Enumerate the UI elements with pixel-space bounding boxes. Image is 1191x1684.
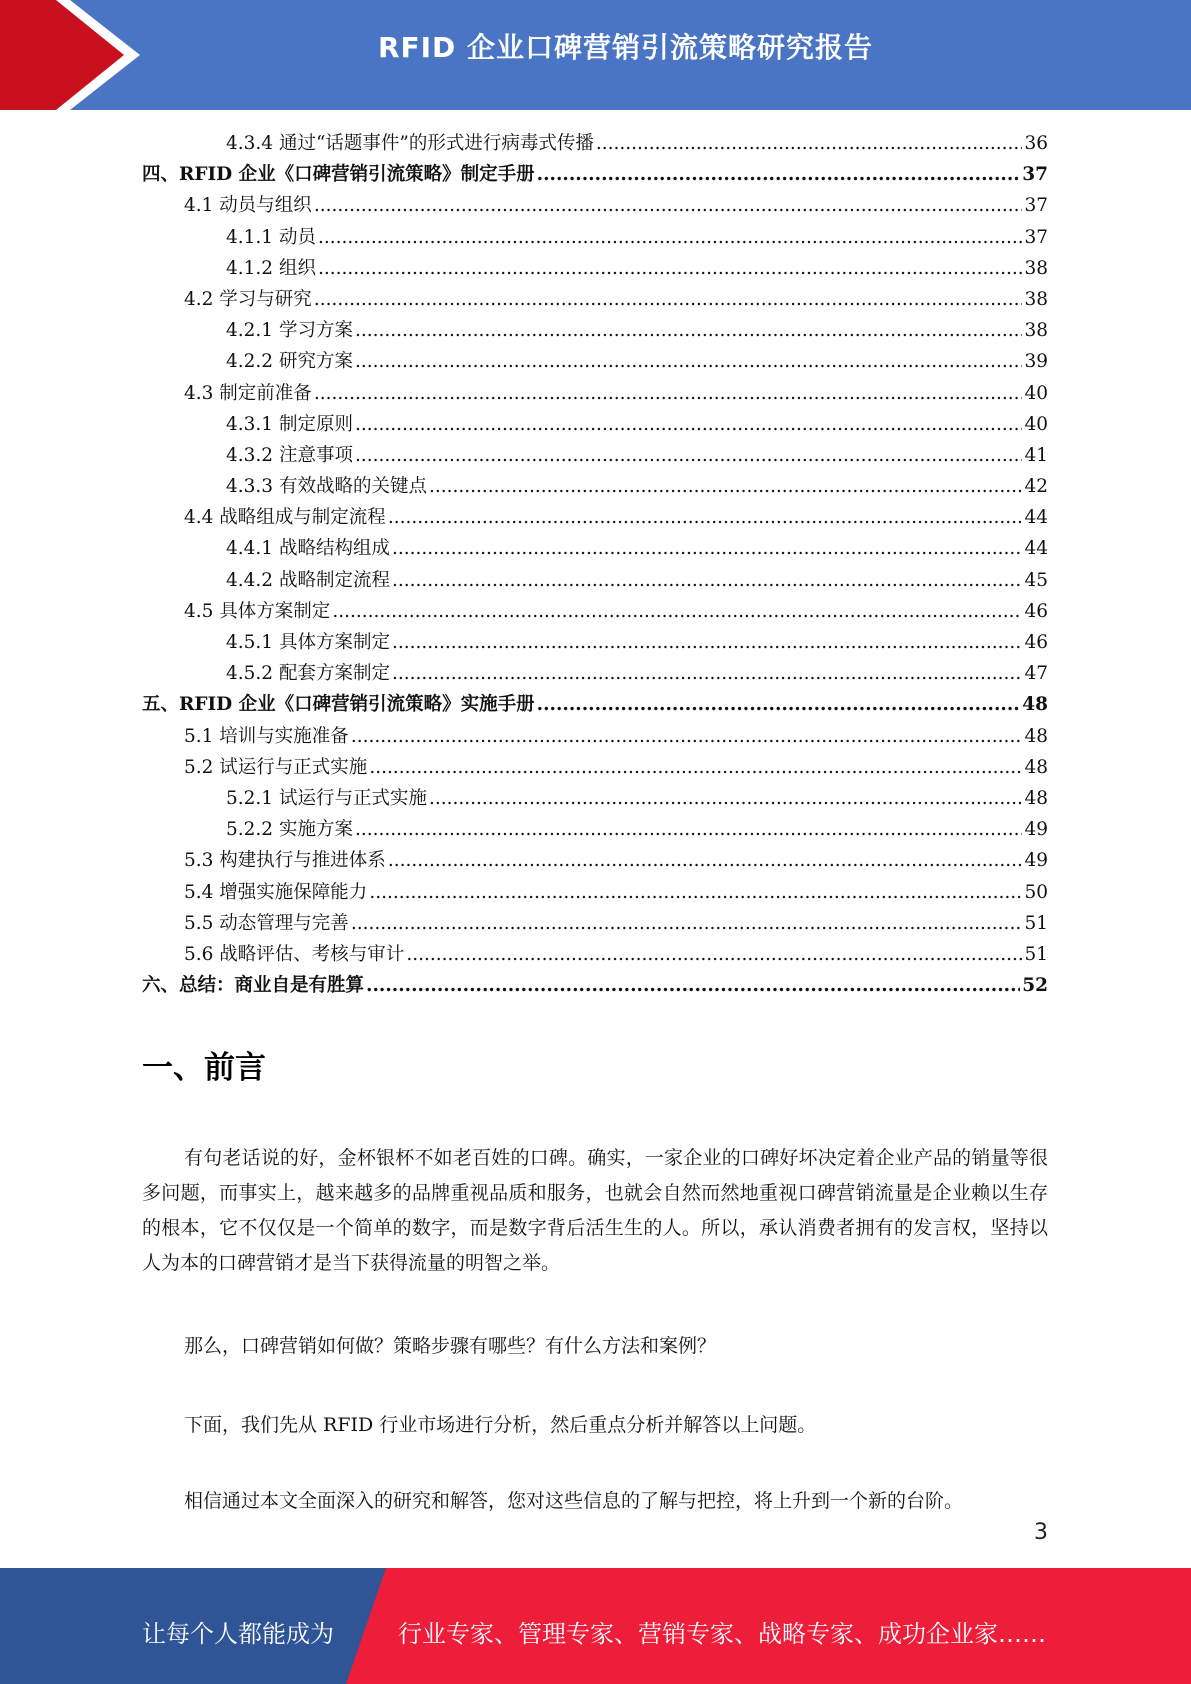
toc-entry-title: 4.2.2 研究方案 bbox=[226, 351, 353, 373]
toc-entry-page: 45 bbox=[1024, 569, 1048, 591]
toc-entry[interactable] bbox=[142, 440, 1048, 471]
toc-entry-title: 4.3 制定前准备 bbox=[184, 382, 312, 404]
toc-entry[interactable] bbox=[142, 190, 1048, 221]
toc-entry[interactable] bbox=[142, 471, 1048, 502]
toc-leader-dots bbox=[596, 128, 1023, 159]
toc-entry-page: 37 bbox=[1022, 164, 1048, 186]
toc-entry-page: 52 bbox=[1022, 975, 1048, 997]
toc-leader-dots bbox=[392, 533, 1022, 564]
toc-entry-title: 4.5 具体方案制定 bbox=[184, 600, 331, 622]
toc-leader-dots bbox=[392, 658, 1022, 689]
toc-leader-dots bbox=[369, 877, 1022, 908]
toc-leader-dots bbox=[366, 970, 1020, 1001]
toc-entry-page: 44 bbox=[1024, 507, 1048, 529]
toc-entry[interactable] bbox=[142, 128, 1048, 159]
toc-entry-page: 37 bbox=[1024, 195, 1048, 217]
toc-leader-dots bbox=[369, 752, 1022, 783]
toc-leader-dots bbox=[332, 596, 1022, 627]
toc-entry-page: 48 bbox=[1024, 725, 1048, 747]
toc-entry[interactable] bbox=[142, 346, 1048, 377]
toc-entry-title: 4.1.1 动员 bbox=[226, 226, 316, 248]
toc-entry-page: 49 bbox=[1024, 850, 1048, 872]
toc-entry-title: 六、总结：商业自是有胜算 bbox=[142, 975, 365, 997]
toc-entry[interactable] bbox=[142, 222, 1048, 253]
toc-entry[interactable] bbox=[142, 658, 1048, 689]
toc-entry-title: 5.2.2 实施方案 bbox=[226, 819, 353, 841]
toc-entry-page: 48 bbox=[1022, 694, 1048, 716]
toc-leader-dots bbox=[351, 908, 1023, 939]
toc-leader-dots bbox=[314, 378, 1023, 409]
toc-leader-dots bbox=[388, 845, 1023, 876]
toc-entry[interactable] bbox=[142, 159, 1048, 190]
toc-leader-dots bbox=[392, 627, 1022, 658]
toc-entry-page: 46 bbox=[1024, 600, 1048, 622]
toc-entry-page: 46 bbox=[1024, 632, 1048, 653]
paragraph-conclusion: 相信通过本文全面深入的研究和解答，您对这些信息的了解与把控，将上升到一个新的台阶。 bbox=[184, 1490, 964, 1512]
toc-entry-title: 4.4.2 战略制定流程 bbox=[226, 569, 390, 591]
toc-leader-dots bbox=[318, 253, 1023, 284]
toc-entry[interactable] bbox=[142, 689, 1048, 720]
toc-entry[interactable] bbox=[142, 315, 1048, 346]
toc-leader-dots bbox=[355, 315, 1023, 346]
toc-entry-page: 37 bbox=[1024, 226, 1048, 248]
toc-leader-dots bbox=[355, 814, 1023, 845]
toc-leader-dots bbox=[406, 939, 1022, 970]
toc-entry[interactable] bbox=[142, 752, 1048, 783]
toc-entry-title: 5.4 增强实施保障能力 bbox=[184, 881, 368, 903]
toc-entry-title: 5.2.1 试运行与正式实施 bbox=[226, 787, 427, 809]
toc-entry[interactable] bbox=[142, 596, 1048, 627]
toc-entry-title: 4.4 战略组成与制定流程 bbox=[184, 507, 386, 529]
toc-entry-title: 5.6 战略评估、考核与审计 bbox=[184, 943, 405, 965]
toc-entry-title: 4.3.4 通过“话题事件”的形式进行病毒式传播 bbox=[226, 133, 594, 154]
toc-entry[interactable] bbox=[142, 877, 1048, 908]
toc-entry[interactable] bbox=[142, 783, 1048, 814]
toc-entry[interactable] bbox=[142, 502, 1048, 533]
toc-leader-dots bbox=[429, 783, 1022, 814]
document-title: RFID 企业口碑营销引流策略研究报告 bbox=[377, 31, 874, 64]
toc-entry-title: 4.3.2 注意事项 bbox=[226, 444, 353, 466]
toc-entry[interactable] bbox=[142, 284, 1048, 315]
toc-entry-title: 5.3 构建执行与推进体系 bbox=[184, 850, 386, 872]
page-footer bbox=[0, 1568, 1191, 1684]
section-heading: 一、前言 bbox=[142, 1050, 266, 1086]
toc-entry-title: 4.1.2 组织 bbox=[226, 257, 316, 279]
toc-entry[interactable] bbox=[142, 845, 1048, 876]
toc-entry-page: 47 bbox=[1024, 663, 1048, 685]
toc-entry-title: 4.5.1 具体方案制定 bbox=[226, 632, 390, 653]
toc-entry[interactable] bbox=[142, 970, 1048, 1001]
toc-entry-page: 40 bbox=[1024, 382, 1048, 404]
toc-leader-dots bbox=[392, 565, 1022, 596]
toc-entry[interactable] bbox=[142, 908, 1048, 939]
paragraph-question: 那么，口碑营销如何做？策略步骤有哪些？有什么方法和案例？ bbox=[184, 1335, 717, 1357]
toc-entry-title: 4.2 学习与研究 bbox=[184, 288, 312, 310]
toc-entry-page: 42 bbox=[1024, 476, 1048, 498]
toc-entry-page: 51 bbox=[1024, 912, 1048, 934]
paragraph-plan: 下面，我们先从 RFID 行业市场进行分析，然后重点分析并解答以上问题。 bbox=[184, 1414, 817, 1436]
toc-entry-page: 39 bbox=[1024, 351, 1048, 373]
toc-entry[interactable] bbox=[142, 814, 1048, 845]
toc-entry-page: 48 bbox=[1024, 787, 1048, 809]
toc-entry-page: 38 bbox=[1024, 288, 1048, 310]
toc-entry-page: 40 bbox=[1024, 413, 1048, 435]
toc-entry-page: 38 bbox=[1024, 257, 1048, 279]
toc-entry-page: 50 bbox=[1024, 881, 1048, 903]
toc-entry[interactable] bbox=[142, 627, 1048, 658]
toc-leader-dots bbox=[355, 346, 1023, 377]
toc-entry-page: 41 bbox=[1024, 444, 1048, 466]
toc-entry[interactable] bbox=[142, 533, 1048, 564]
paragraph-intro: 有句老话说的好，金杯银杯不如老百姓的口碑。确实，一家企业的口碑好坏决定着企业产品的销量等很多问题，而事实上，越来越多的品牌重视品质和服务，也就会自然而然地重视口碑营销流量是企业赖以生存的根本，它不仅仅是一个简单的数字，而是数字背后活生生的人。所以，承认消费者拥有的发言权，坚持以人为本的口碑营销才是当下获得流量的明智之举。 bbox=[142, 1147, 1048, 1274]
toc-entry-title: 4.4.1 战略结构组成 bbox=[226, 538, 390, 560]
toc-entry-title: 4.2.1 学习方案 bbox=[226, 320, 353, 342]
toc-entry-page: 48 bbox=[1024, 756, 1048, 778]
toc-entry[interactable] bbox=[142, 253, 1048, 284]
toc-entry-title: 五、RFID 企业《口碑营销引流策略》实施手册 bbox=[142, 694, 535, 716]
toc-leader-dots bbox=[537, 159, 1021, 190]
toc-entry-title: 4.3.1 制定原则 bbox=[226, 413, 353, 435]
toc-leader-dots bbox=[537, 689, 1021, 720]
toc-leader-dots bbox=[318, 222, 1023, 253]
toc-entry-title: 四、RFID 企业《口碑营销引流策略》制定手册 bbox=[142, 164, 535, 186]
toc-entry-page: 36 bbox=[1024, 133, 1048, 154]
footer-slogan-left: 让每个人都能成为 bbox=[142, 1620, 334, 1648]
toc-entry-page: 51 bbox=[1024, 943, 1048, 965]
toc-leader-dots bbox=[314, 190, 1023, 221]
toc-entry-title: 4.3.3 有效战略的关键点 bbox=[226, 476, 427, 498]
toc-leader-dots bbox=[351, 721, 1023, 752]
page-header bbox=[0, 0, 1191, 110]
toc-entry-title: 4.5.2 配套方案制定 bbox=[226, 663, 390, 685]
footer-slogan-right: 行业专家、管理专家、营销专家、战略专家、成功企业家…… bbox=[398, 1620, 1046, 1648]
page-number: 3 bbox=[1034, 1520, 1048, 1545]
toc-entry[interactable] bbox=[142, 378, 1048, 409]
toc-entry-title: 5.5 动态管理与完善 bbox=[184, 912, 349, 934]
toc-entry-page: 44 bbox=[1024, 538, 1048, 560]
toc-entry[interactable] bbox=[142, 409, 1048, 440]
table-of-contents bbox=[142, 128, 1048, 1001]
toc-entry-title: 5.2 试运行与正式实施 bbox=[184, 756, 368, 778]
toc-leader-dots bbox=[355, 409, 1023, 440]
toc-entry[interactable] bbox=[142, 565, 1048, 596]
toc-entry-page: 49 bbox=[1024, 819, 1048, 841]
toc-entry-page: 38 bbox=[1024, 320, 1048, 342]
toc-leader-dots bbox=[314, 284, 1023, 315]
toc-leader-dots bbox=[355, 440, 1023, 471]
toc-entry[interactable] bbox=[142, 939, 1048, 970]
toc-entry-title: 5.1 培训与实施准备 bbox=[184, 725, 349, 747]
toc-leader-dots bbox=[388, 502, 1023, 533]
toc-entry-title: 4.1 动员与组织 bbox=[184, 195, 312, 217]
toc-entry[interactable] bbox=[142, 721, 1048, 752]
toc-leader-dots bbox=[429, 471, 1022, 502]
